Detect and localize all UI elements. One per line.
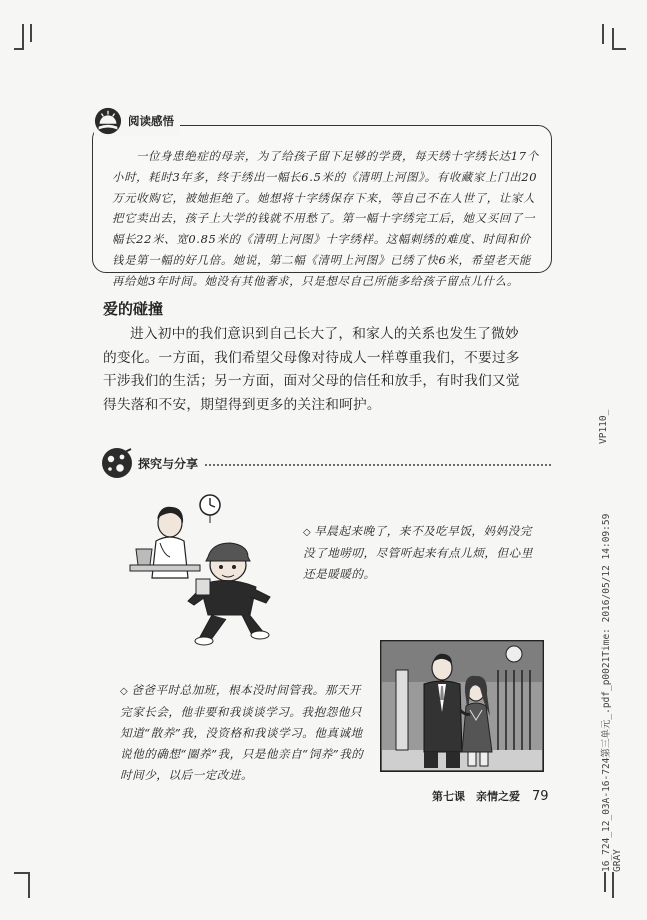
- scene-1-paragraph: 早晨起来晚了，来不及吃早饭，妈妈没完没了地唠叨，尽管听起来有点儿烦，但心里还是暖暖的。: [303, 524, 533, 581]
- crop-mark: [612, 872, 614, 898]
- reading-header: [94, 106, 180, 136]
- page-number: 79: [532, 789, 549, 804]
- crop-mark: [612, 28, 614, 49]
- explore-title: 探究与分享: [138, 456, 199, 471]
- section-title: 爱的碰撞: [103, 300, 164, 318]
- diamond-bullet-icon: ◇: [120, 686, 129, 697]
- crop-mark: [604, 872, 606, 892]
- gray-tag: GRAY: [612, 849, 623, 872]
- crop-mark: [28, 872, 30, 898]
- side-vp-tag: VP110_: [598, 409, 609, 444]
- scene-2-text: [120, 680, 370, 786]
- crop-mark: [14, 872, 28, 874]
- dotted-rule: [204, 464, 552, 466]
- crop-mark: [612, 48, 626, 50]
- explore-share-icon: [100, 446, 134, 480]
- scene-2-paragraph: 爸爸平时总加班，根本没时间管我。那天开完家长会，他非要和我谈谈学习。我抱怨他只知道“散养”我，没资格和我谈学习。他真诚地说他的确想“圈养”我，只是他亲自“饲养”我的时间少，以后一定改进。: [120, 683, 364, 782]
- reading-title: 阅读感悟: [128, 114, 174, 128]
- scene-1-text: [303, 521, 543, 585]
- intro-paragraph: 进入初中的我们意识到自己长大了，和家人的关系也发生了微妙的变化。一方面，我们希望父母像对待成人一样尊重我们，不要过多干涉我们的生活；另一方面，面对父母的信任和放手，有时我们又觉得失落和不安，期望得到更多的关注和呵护。: [103, 326, 520, 413]
- lesson-label: 第七课 亲情之爱: [432, 790, 520, 803]
- diamond-bullet-icon: ◇: [303, 527, 312, 538]
- crop-mark: [30, 24, 32, 42]
- page-footer: [432, 788, 549, 804]
- intro-text: [103, 323, 523, 417]
- explore-header: [100, 446, 552, 480]
- crop-mark: [22, 24, 24, 49]
- side-file-code: [598, 514, 623, 872]
- illustration-boy-leaving: [100, 483, 290, 648]
- illustration-father-daughter: [380, 640, 544, 772]
- reading-paragraph: 一位身患绝症的母亲，为了给孩子留下足够的学费，每天绣十字绣长达17个小时，耗时3年多，终于绣出一幅长6.5米的《清明上河图》。有收藏家上门出20万元收购它，被她拒绝了。她想将十字绣保存下来，等自己不在人世了，让家人把它卖出去，孩子上大学的钱就不用愁了。第一幅十字绣完工后，她又买回了一幅长22米、宽0.85米的《清明上河图》十字绣样。这幅刺绣的难度、时间和价钱是第一幅的好几倍。她说，第二幅《清明上河图》已绣了快6米，希望老天能再给她3年时间。她没有其他奢求，只是想尽自己所能多给孩子留点儿什么。: [112, 149, 539, 288]
- reading-text: [112, 146, 542, 292]
- crop-mark: [602, 24, 604, 44]
- sunrise-book-icon: [94, 107, 122, 135]
- file-code-text: 16_724_12_03A-16-724第三单元_.pdf_p0021Time: 2016/05/12 14:09:59: [601, 513, 612, 872]
